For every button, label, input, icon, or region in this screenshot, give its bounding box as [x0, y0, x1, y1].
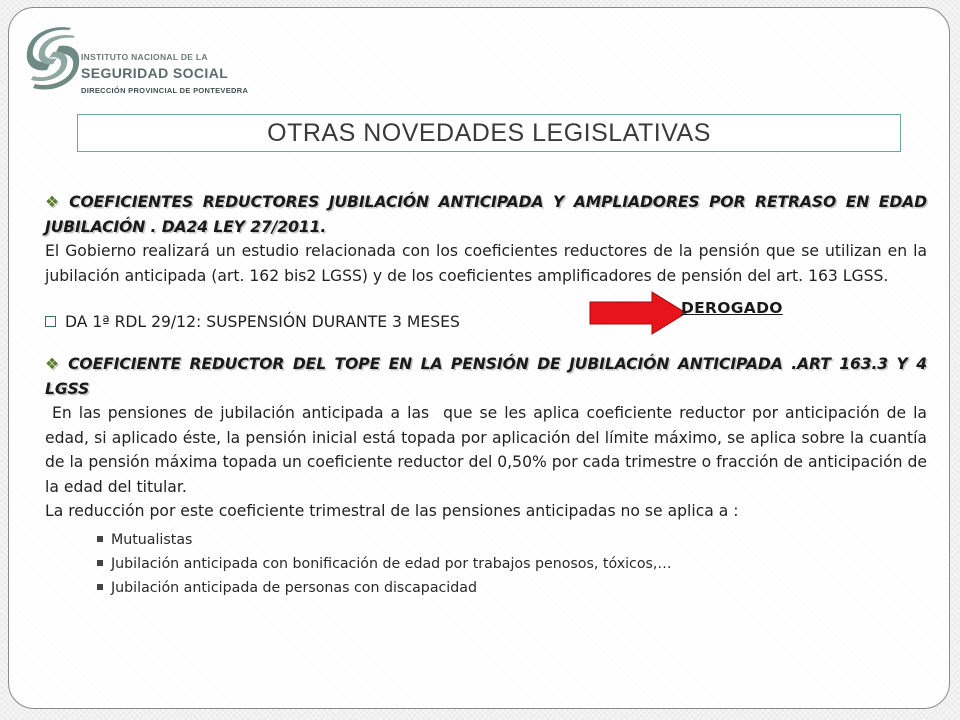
section-3-body: En las pensiones de jubilación anticipada a las que se les aplica coeficiente reductor por anticipación de la edad, si aplicado éste, la pensión inicial está topada por aplicación del límite máximo, se aplica sobre la cuantía de la pensión máxima topada un coeficiente reductor del 0,50% por cada trimestre o fracción de anticipación de la edad del titular.	[45, 404, 932, 496]
inss-logo-icon	[23, 24, 83, 96]
org-line-3: DIRECCIÓN PROVINCIAL DE PONTEVEDRA	[81, 86, 249, 95]
section-1-body: El Gobierno realizará un estudio relacionada con los coeficientes reductores de la pensión que se utilizan en la jubilación anticipada (art. 162 bis2 LGSS) y de los coeficientes amplificadores de pensión del art. 163 LGSS.	[45, 242, 927, 285]
status-derogado: DEROGADO	[681, 299, 783, 317]
square-bullet-icon	[97, 536, 103, 542]
exceptions-list	[97, 528, 927, 600]
org-line-1: INSTITUTO NACIONAL DE LA	[81, 52, 208, 62]
list-item	[97, 576, 927, 600]
org-line-2: SEGURIDAD SOCIAL	[81, 65, 229, 81]
list-item-text: Mutualistas	[111, 531, 193, 548]
section-1-heading-text: COEFICIENTES REDUCTORES JUBILACIÓN ANTICIPADA Y AMPLIADORES POR RETRASO EN EDAD JUBILACIÓN . DA24 LEY 27/2011.	[45, 193, 927, 236]
section-1-heading	[45, 190, 927, 239]
diamond-bullet-icon: ❖	[45, 193, 64, 211]
section-2-text: DA 1ª RDL 29/12: SUSPENSIÓN DURANTE 3 MESES	[65, 313, 460, 331]
slide-frame	[8, 7, 950, 709]
list-item-text: Jubilación anticipada de personas con discapacidad	[111, 579, 477, 596]
slide-title: OTRAS NOVEDADES LEGISLATIVAS	[77, 114, 901, 152]
square-bullet-icon	[97, 584, 103, 590]
slide-content	[45, 190, 932, 600]
section-3-body-2: La reducción por este coeficiente trimestral de las pensiones anticipadas no se aplica a :	[45, 502, 739, 520]
organization-name	[81, 52, 248, 95]
list-item	[97, 528, 927, 552]
section-3-heading	[45, 352, 927, 401]
list-item	[97, 552, 927, 576]
square-bullet-icon	[45, 316, 56, 327]
square-bullet-icon	[97, 560, 103, 566]
section-2-row	[45, 299, 927, 336]
section-3-heading-text: COEFICIENTE REDUCTOR DEL TOPE EN LA PENSIÓN DE JUBILACIÓN ANTICIPADA .ART 163.3 Y 4 LGSS	[45, 355, 927, 398]
list-item-text: Jubilación anticipada con bonificación de edad por trabajos penosos, tóxicos,…	[111, 555, 672, 572]
right-arrow-icon	[588, 290, 688, 336]
diamond-bullet-icon: ❖	[45, 355, 63, 373]
